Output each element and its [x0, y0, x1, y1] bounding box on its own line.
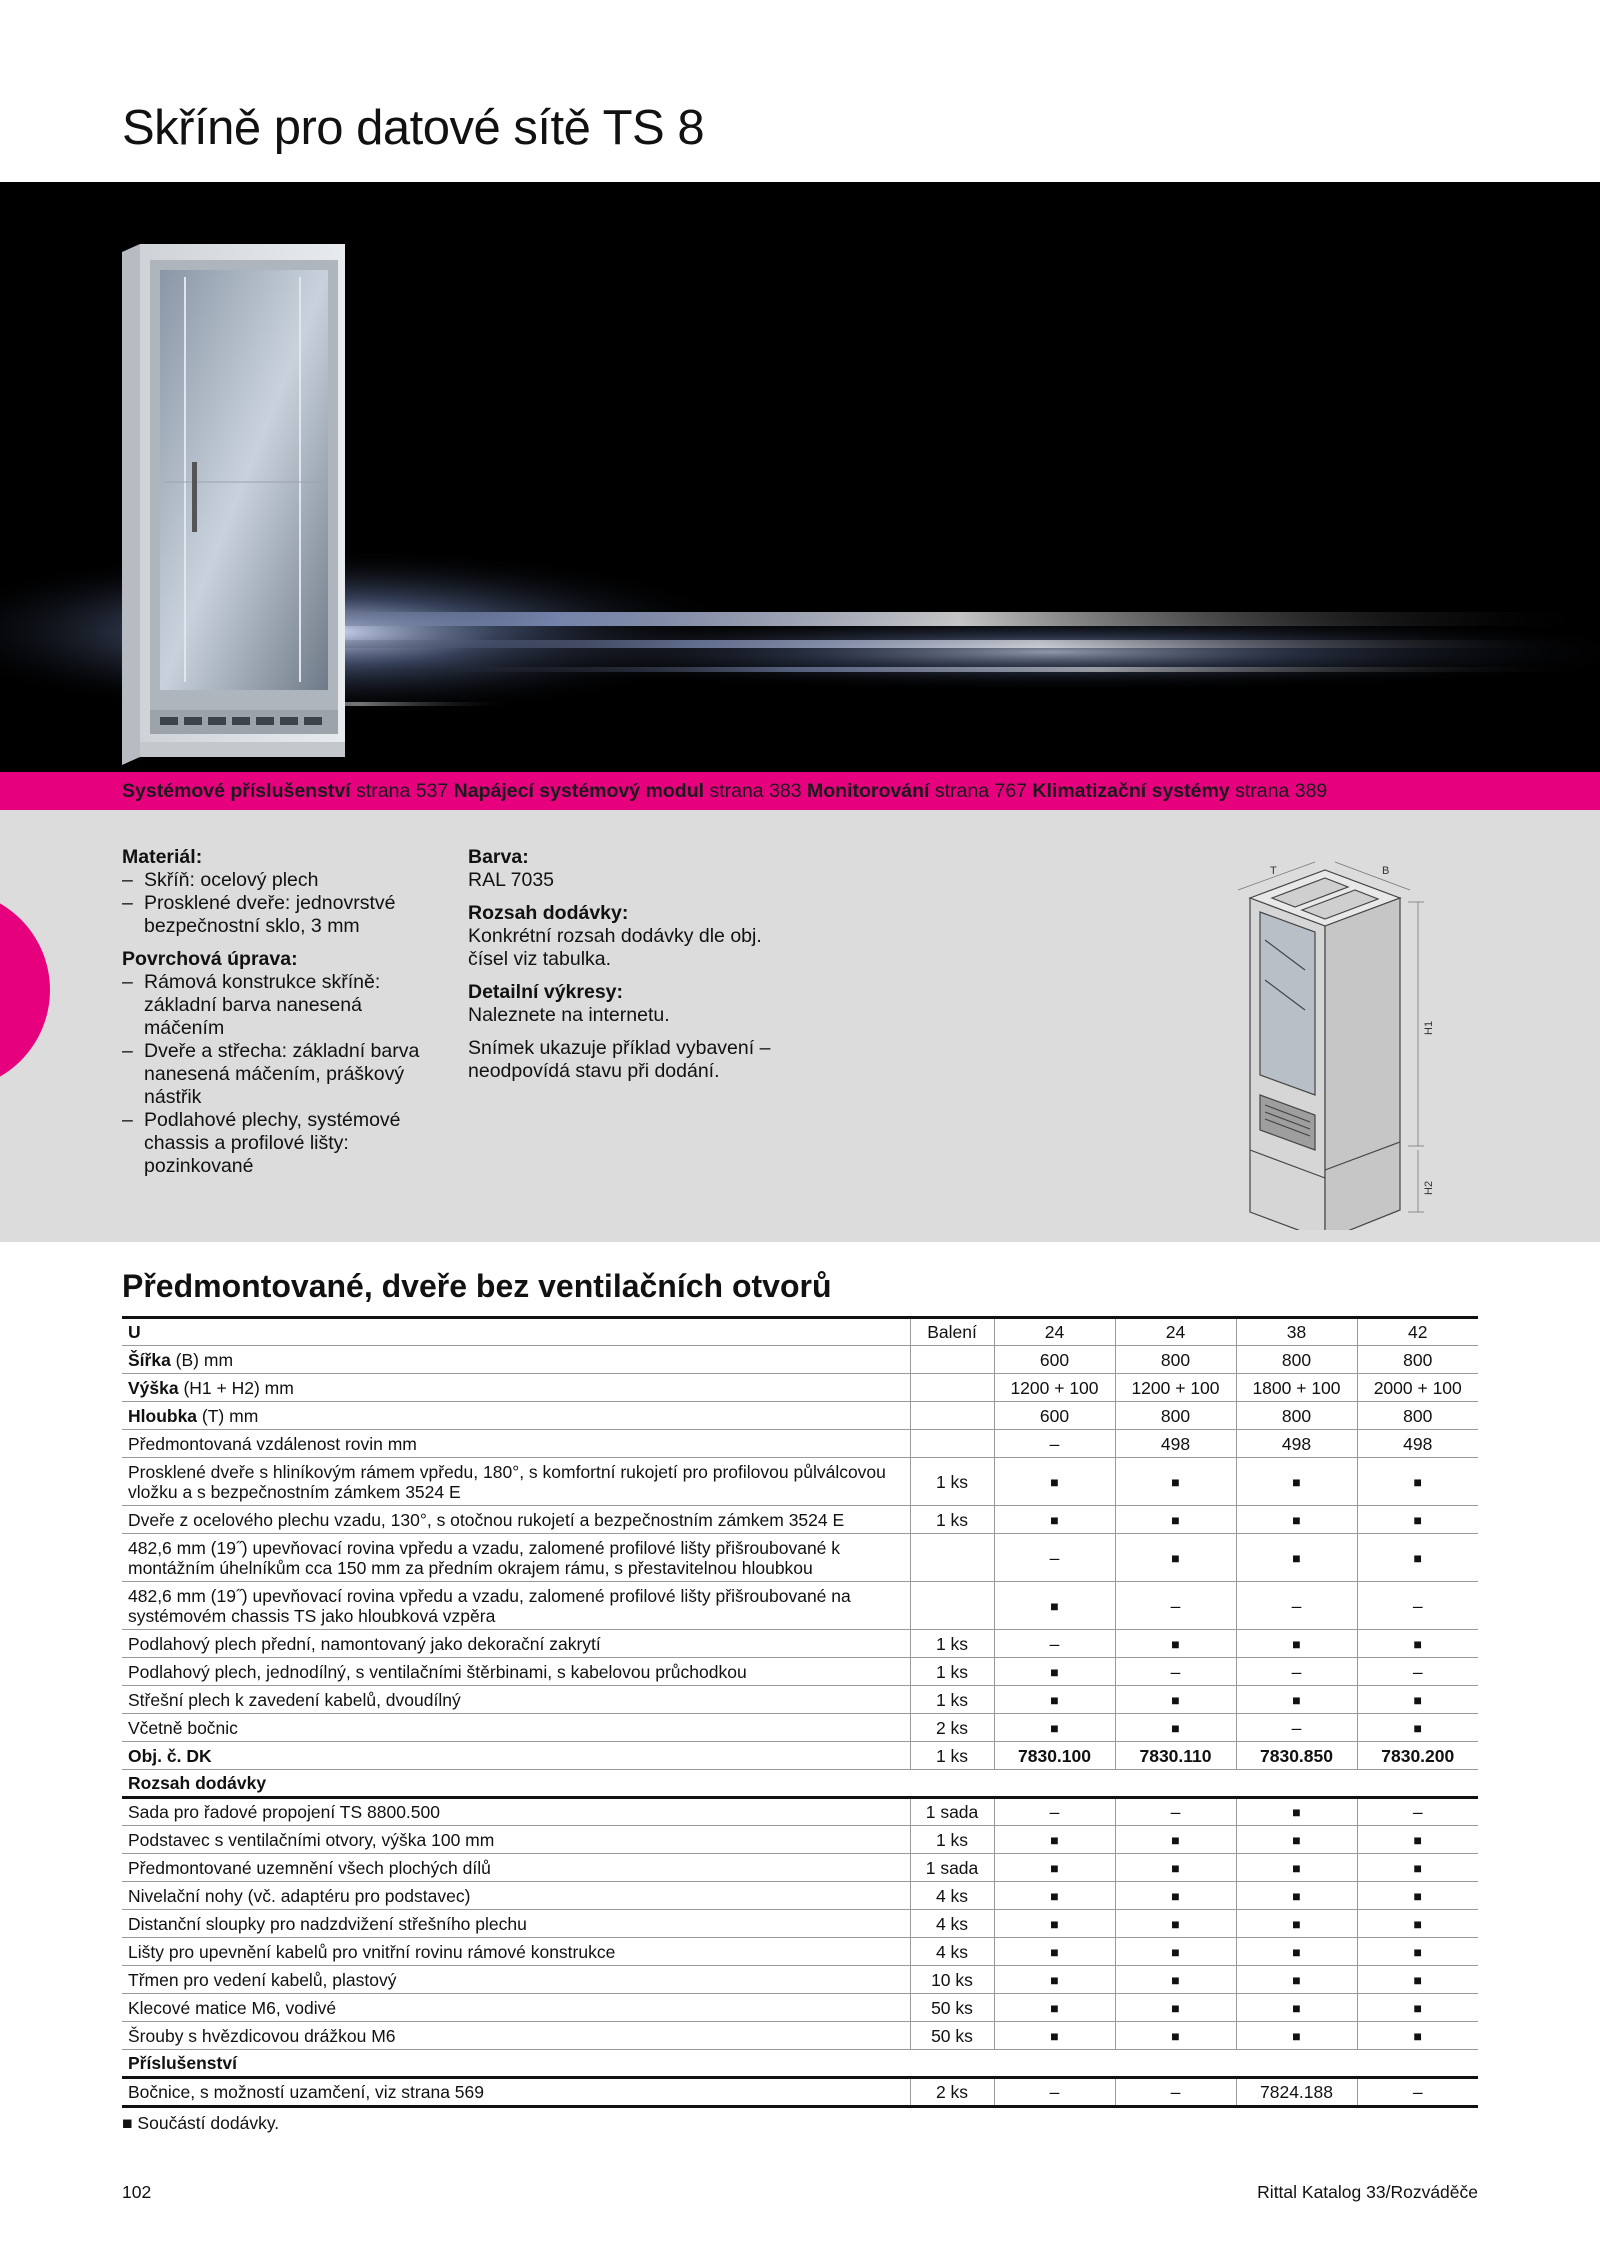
surface-heading: Povrchová úprava:: [122, 948, 298, 970]
value-cell: ■: [1357, 1882, 1478, 1910]
value-cell: ■: [1236, 1966, 1357, 1994]
value-cell: 7824.188: [1236, 2078, 1357, 2107]
value-cell: ■: [1236, 1994, 1357, 2022]
row-label: Třmen pro vedení kabelů, plastový: [122, 1966, 910, 1994]
value-cell: –: [994, 2078, 1115, 2107]
value-cell: –: [994, 1630, 1115, 1658]
scope-heading: Rozsah dodávky:: [468, 902, 629, 924]
table-row: [122, 1346, 1478, 1374]
pack-unit: Balení: [910, 1318, 994, 1346]
value-cell: ■: [1115, 1506, 1236, 1534]
table-row: [122, 1686, 1478, 1714]
row-label: [122, 1346, 910, 1374]
cabinet-photo: [0, 182, 1600, 772]
row-label: Dveře z ocelového plechu vzadu, 130°, s otočnou rukojetí a bezpečnostním zámkem 3524 E: [122, 1506, 910, 1534]
value-cell: ■: [1357, 1506, 1478, 1534]
accessory-ref-label: Napájecí systémový modul: [453, 780, 705, 802]
value-cell: 800: [1357, 1346, 1478, 1374]
cabinet-dimension-drawing: [1210, 850, 1440, 1230]
info-panel: [0, 810, 1600, 1242]
pack-unit: 2 ks: [910, 1714, 994, 1742]
table-row: [122, 2078, 1478, 2107]
value-cell: –: [994, 1430, 1115, 1458]
value-cell: 800: [1115, 1402, 1236, 1430]
value-cell: ■: [994, 1910, 1115, 1938]
page-title: Skříně pro datové sítě TS 8: [122, 101, 705, 155]
drawings-heading: Detailní výkresy:: [468, 981, 624, 1003]
value-cell: 600: [994, 1346, 1115, 1374]
value-cell: –: [994, 1534, 1115, 1582]
value-cell: ■: [1236, 1882, 1357, 1910]
value-cell: 1200 + 100: [994, 1374, 1115, 1402]
value-cell: ■: [994, 1658, 1115, 1686]
value-cell: ■: [994, 2022, 1115, 2050]
row-label: Klecové matice M6, vodivé: [122, 1994, 910, 2022]
row-label: Nivelační nohy (vč. adaptéru pro podstavec): [122, 1882, 910, 1910]
list-item: – Prosklené dveře: jednovrstvé bezpečnostní sklo, 3 mm: [122, 892, 442, 938]
details-column: [468, 846, 788, 1083]
value-cell: ■: [1236, 1826, 1357, 1854]
row-label-unit: (B) mm: [170, 1349, 234, 1370]
row-label: 482,6 mm (19˝) upevňovací rovina vpředu a vzadu, zalomené profilové lišty přišroubované k montážním úhelníkům cca 150 mm za předním okrajem rámu, s přestavitelnou hloubkou: [122, 1534, 910, 1582]
pack-unit: 1 ks: [910, 1630, 994, 1658]
value-cell: ■: [994, 1826, 1115, 1854]
table-row: [122, 1714, 1478, 1742]
value-cell: ■: [1115, 1966, 1236, 1994]
value-cell: –: [994, 1798, 1115, 1826]
value-cell: ■: [994, 1882, 1115, 1910]
value-cell: 2000 + 100: [1357, 1374, 1478, 1402]
material-heading: Materiál:: [122, 846, 203, 868]
row-label: [122, 1374, 910, 1402]
accessory-ref-page: strana 767: [929, 780, 1033, 802]
decorative-circle: [0, 890, 50, 1090]
value-cell: ■: [1115, 1910, 1236, 1938]
pack-unit: 2 ks: [910, 2078, 994, 2107]
accessory-ref-label: Systémové příslušenství: [122, 780, 351, 802]
value-cell: ■: [1357, 2022, 1478, 2050]
value-cell: –: [1236, 1582, 1357, 1630]
pack-unit: 1 ks: [910, 1686, 994, 1714]
value-cell: 498: [1115, 1430, 1236, 1458]
value-cell: ■: [1115, 1534, 1236, 1582]
row-label: Podstavec s ventilačními otvory, výška 100 mm: [122, 1826, 910, 1854]
value-cell: ■: [1236, 1506, 1357, 1534]
table-row: [122, 1798, 1478, 1826]
pack-unit: 1 ks: [910, 1458, 994, 1506]
table-row: [122, 1826, 1478, 1854]
value-cell: ■: [994, 1686, 1115, 1714]
value-cell: ■: [1115, 2022, 1236, 2050]
row-label: Šrouby s hvězdicovou drážkou M6: [122, 2022, 910, 2050]
value-cell: ■: [1357, 1854, 1478, 1882]
pack-unit: 1 ks: [910, 1658, 994, 1686]
row-label: Lišty pro upevnění kabelů pro vnitřní rovinu rámové konstrukce: [122, 1938, 910, 1966]
table-row: [122, 1938, 1478, 1966]
value-cell: 24: [1115, 1318, 1236, 1346]
table-row: [122, 1374, 1478, 1402]
value-cell: ■: [1357, 1910, 1478, 1938]
value-cell: ■: [1236, 1910, 1357, 1938]
value-cell: –: [1236, 1714, 1357, 1742]
value-cell: ■: [1115, 1458, 1236, 1506]
table-row: [122, 1506, 1478, 1534]
table-row: [122, 1658, 1478, 1686]
value-cell: ■: [1357, 1966, 1478, 1994]
value-cell: ■: [1236, 2022, 1357, 2050]
value-cell: ■: [1236, 1686, 1357, 1714]
pack-unit: 4 ks: [910, 1910, 994, 1938]
row-label: [122, 1402, 910, 1430]
value-cell: ■: [1115, 1714, 1236, 1742]
table-row: [122, 1966, 1478, 1994]
value-cell: ■: [994, 1966, 1115, 1994]
row-label: Sada pro řadové propojení TS 8800.500: [122, 1798, 910, 1826]
surface-list: [122, 971, 442, 1178]
list-item: – Dveře a střecha: základní barva nanesená máčením, práškový nástřik: [122, 1040, 442, 1109]
value-cell: –: [1357, 1798, 1478, 1826]
value-cell: ■: [1357, 1458, 1478, 1506]
accessory-references-bar: [0, 772, 1600, 810]
value-cell: ■: [1357, 1938, 1478, 1966]
section-row: [122, 2050, 1478, 2078]
scope-text: Konkrétní rozsah dodávky dle obj. čísel viz tabulka.: [468, 925, 762, 970]
value-cell: –: [1357, 1582, 1478, 1630]
value-cell: ■: [1115, 1630, 1236, 1658]
drawings-text: Naleznete na internetu.: [468, 1004, 670, 1026]
value-cell: 600: [994, 1402, 1115, 1430]
pack-unit: 4 ks: [910, 1938, 994, 1966]
dimension-label-h1: H1: [1423, 1020, 1435, 1035]
pack-unit: 1 sada: [910, 1798, 994, 1826]
value-cell: 1800 + 100: [1236, 1374, 1357, 1402]
value-cell: ■: [1236, 1630, 1357, 1658]
value-cell: ■: [994, 1994, 1115, 2022]
value-cell: –: [1115, 1582, 1236, 1630]
value-cell: ■: [1115, 1826, 1236, 1854]
pack-unit: 10 ks: [910, 1966, 994, 1994]
value-cell: 800: [1115, 1346, 1236, 1374]
value-cell: ■: [1115, 1994, 1236, 2022]
accessory-ref-label: Klimatizační systémy: [1032, 780, 1230, 802]
row-label: 482,6 mm (19˝) upevňovací rovina vpředu a vzadu, zalomené profilové lišty přišroubované na systémovém chassis TS jako hloubková vzpěra: [122, 1582, 910, 1630]
value-cell: ■: [994, 1854, 1115, 1882]
row-label: Distanční sloupky pro nadzdvižení střešního plechu: [122, 1910, 910, 1938]
accessory-ref-page: strana 389: [1229, 780, 1328, 802]
row-label: Předmontovaná vzdálenost rovin mm: [122, 1430, 910, 1458]
table-row: [122, 1854, 1478, 1882]
pack-unit: [910, 1582, 994, 1630]
table-row: [122, 1910, 1478, 1938]
value-cell: –: [1357, 1658, 1478, 1686]
table-row: [122, 1458, 1478, 1506]
value-cell: ■: [1115, 1938, 1236, 1966]
table-row: [122, 1994, 1478, 2022]
accessory-ref-label: Monitorování: [807, 780, 930, 802]
value-cell: ■: [994, 1458, 1115, 1506]
row-label: Předmontované uzemnění všech plochých dílů: [122, 1854, 910, 1882]
row-label-bold: Šířka: [128, 1349, 171, 1370]
row-label-bold: Výška: [128, 1377, 179, 1398]
value-cell: 1200 + 100: [1115, 1374, 1236, 1402]
accessory-ref-page: strana 383: [704, 780, 808, 802]
value-cell: ■: [994, 1938, 1115, 1966]
table-row: [122, 1534, 1478, 1582]
value-cell: ■: [1357, 1534, 1478, 1582]
pack-unit: 1 ks: [910, 1742, 994, 1770]
hero-image: [0, 182, 1600, 772]
value-cell: 800: [1357, 1402, 1478, 1430]
value-cell: ■: [994, 1582, 1115, 1630]
order-number-row: [122, 1742, 1478, 1770]
row-label: Prosklené dveře s hliníkovým rámem vpředu, 180°, s komfortní rukojetí pro profilovou půlválcovou vložku a s bezpečnostním zámkem 3524 E: [122, 1458, 910, 1506]
value-cell: ■: [1357, 1826, 1478, 1854]
value-cell: –: [1357, 2078, 1478, 2107]
value-cell: ■: [1357, 1630, 1478, 1658]
value-cell: ■: [1236, 1854, 1357, 1882]
value-cell: ■: [1115, 1686, 1236, 1714]
value-cell: ■: [1357, 1714, 1478, 1742]
value-cell: ■: [1236, 1458, 1357, 1506]
accessory-ref-page: strana 537: [350, 780, 454, 802]
material-list: [122, 869, 442, 938]
row-label: Podlahový plech, jednodílný, s ventilačními štěrbinami, s kabelovou průchodkou: [122, 1658, 910, 1686]
pack-unit: 50 ks: [910, 2022, 994, 2050]
section-row: [122, 1770, 1478, 1798]
table-row: [122, 1582, 1478, 1630]
color-heading: Barva:: [468, 846, 529, 868]
pack-unit: [910, 1346, 994, 1374]
row-label: Střešní plech k zavedení kabelů, dvoudílný: [122, 1686, 910, 1714]
value-cell: 7830.100: [994, 1742, 1115, 1770]
table-row: [122, 1630, 1478, 1658]
list-item: – Rámová konstrukce skříně: základní barva nanesená máčením: [122, 971, 442, 1040]
dimension-label-h2: H2: [1423, 1180, 1435, 1195]
section-title: Předmontované, dveře bez ventilačních otvorů: [122, 1268, 832, 1304]
row-label: Včetně bočnic: [122, 1714, 910, 1742]
value-cell: ■: [1357, 1686, 1478, 1714]
value-cell: ■: [994, 1506, 1115, 1534]
row-label-bold: Hloubka: [128, 1405, 198, 1426]
pack-unit: 50 ks: [910, 1994, 994, 2022]
value-cell: –: [1115, 1798, 1236, 1826]
product-table: [122, 1316, 1478, 2108]
catalog-name: Rittal Katalog 33/Rozváděče: [1257, 2182, 1478, 2202]
value-cell: ■: [1115, 1882, 1236, 1910]
color-value: RAL 7035: [468, 869, 555, 891]
pack-unit: [910, 1402, 994, 1430]
row-label-unit: (T) mm: [197, 1405, 259, 1426]
value-cell: –: [1115, 1658, 1236, 1686]
value-cell: 498: [1357, 1430, 1478, 1458]
table-row: [122, 1430, 1478, 1458]
value-cell: ■: [1115, 1854, 1236, 1882]
row-label: Bočnice, s možností uzamčení, viz strana 569: [122, 2078, 910, 2107]
value-cell: ■: [1236, 1938, 1357, 1966]
page-number: 102: [122, 2182, 152, 2202]
pack-unit: [910, 1374, 994, 1402]
pack-unit: 1 sada: [910, 1854, 994, 1882]
row-label-unit: (H1 + H2) mm: [178, 1377, 294, 1398]
material-column: [122, 846, 442, 1178]
value-cell: 800: [1236, 1402, 1357, 1430]
pack-unit: 4 ks: [910, 1882, 994, 1910]
value-cell: –: [1236, 1658, 1357, 1686]
value-cell: 800: [1236, 1346, 1357, 1374]
dimension-label-depth: T: [1270, 865, 1277, 877]
table-row: [122, 1402, 1478, 1430]
pack-unit: [910, 1430, 994, 1458]
value-cell: 42: [1357, 1318, 1478, 1346]
value-cell: ■: [1236, 1798, 1357, 1826]
pack-unit: 1 ks: [910, 1826, 994, 1854]
table-row: [122, 1882, 1478, 1910]
pack-unit: [910, 1534, 994, 1582]
value-cell: 498: [1236, 1430, 1357, 1458]
row-label: Podlahový plech přední, namontovaný jako dekorační zakrytí: [122, 1630, 910, 1658]
list-item: – Podlahové plechy, systémové chassis a profilové lišty: pozinkované: [122, 1109, 442, 1178]
footnote: ■ Součástí dodávky.: [122, 2113, 280, 2133]
value-cell: 24: [994, 1318, 1115, 1346]
table-header-row: [122, 1318, 1478, 1346]
value-cell: ■: [1357, 1994, 1478, 2022]
row-label: Rozsah dodávky: [122, 1770, 1478, 1798]
row-label: Obj. č. DK: [122, 1742, 910, 1770]
pack-unit: 1 ks: [910, 1506, 994, 1534]
dimension-label-width: B: [1382, 865, 1390, 877]
photo-note: Snímek ukazuje příklad vybavení – neodpovídá stavu při dodání.: [468, 1037, 771, 1082]
value-cell: 7830.850: [1236, 1742, 1357, 1770]
value-cell: –: [1115, 2078, 1236, 2107]
row-label: Příslušenství: [122, 2050, 1478, 2078]
value-cell: 38: [1236, 1318, 1357, 1346]
table-row: [122, 2022, 1478, 2050]
value-cell: ■: [1236, 1534, 1357, 1582]
list-item: – Skříň: ocelový plech: [122, 869, 442, 892]
value-cell: 7830.200: [1357, 1742, 1478, 1770]
row-label: U: [122, 1318, 910, 1346]
value-cell: ■: [994, 1714, 1115, 1742]
value-cell: 7830.110: [1115, 1742, 1236, 1770]
